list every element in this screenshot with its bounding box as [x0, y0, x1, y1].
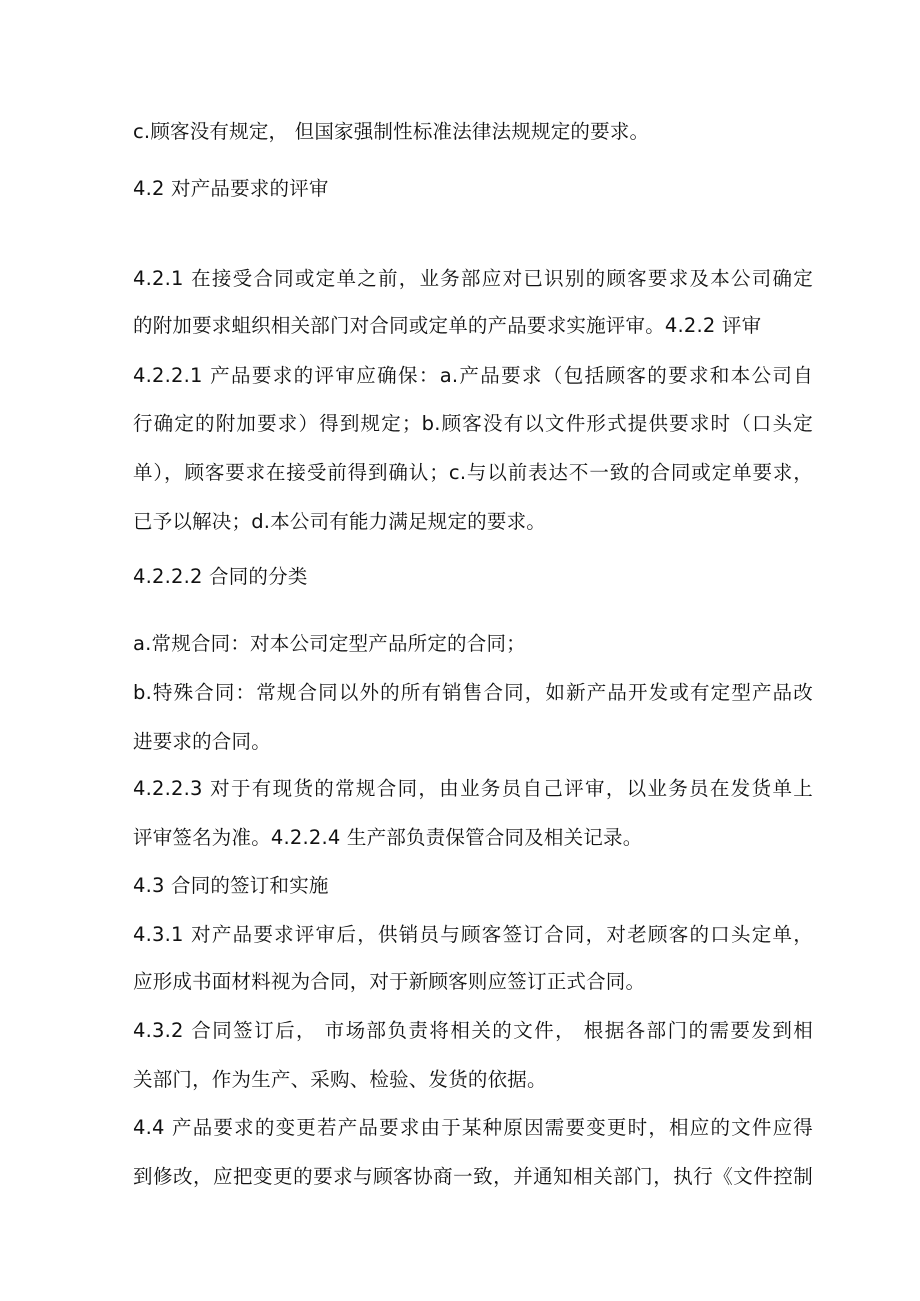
text-line-4-4-a: 4.4 产品要求的变更若产品要求由于某种原因需要变更时，相应的文件应得 — [133, 1116, 813, 1139]
heading-4-2-2-2: 4.2.2.2 合同的分类 — [133, 565, 308, 588]
text-line-4-2-2-3-b: 评审签名为准。4.2.2.4 生产部负责保管合同及相关记录。 — [133, 826, 643, 849]
text-line-regular-contract: a.常规合同：对本公司定型产品所定的合同； — [133, 632, 526, 655]
heading-4-3: 4.3 合同的签订和实施 — [133, 874, 329, 897]
text-line-4-2-2-3-a: 4.2.2.3 对于有现货的常规合同，由业务员自己评审，以业务员在发货单上 — [133, 777, 813, 800]
text-line-special-contract-b: 进要求的合同。 — [133, 730, 271, 753]
text-line-4-2-2-1-a: 4.2.2.1 产品要求的评审应确保：a.产品要求（包括顾客的要求和本公司自 — [133, 364, 813, 387]
text-line-4-2-2-1-c: 单），顾客要求在接受前得到确认；c.与以前表达不一致的合同或定单要求， — [133, 461, 813, 484]
heading-4-2: 4.2 对产品要求的评审 — [133, 177, 329, 200]
text-line-4-2-2-1-d: 已予以解决；d.本公司有能力满足规定的要求。 — [133, 510, 546, 533]
text-line-4-3-2-a: 4.3.2 合同签订后， 市场部负责将相关的文件， 根据各部门的需要发到相 — [133, 1019, 813, 1042]
text-line-4-2-2-1-b: 行确定的附加要求）得到规定；b.顾客没有以文件形式提供要求时（口头定 — [133, 412, 813, 435]
text-line-4-2-1-b: 的附加要求蛆织相关部门对合同或定单的产品要求实施评审。4.2.2 评审 — [133, 314, 762, 337]
text-line-4-3-2-b: 关部门，作为生产、采购、检验、发货的依据。 — [133, 1068, 547, 1091]
text-line-4-3-1-a: 4.3.1 对产品要求评审后，供销员与顾客签订合同，对老顾客的口头定单， — [133, 923, 813, 946]
text-line-4-4-b: 到修改，应把变更的要求与顾客协商一致，并通知相关部门，执行《文件控制 — [133, 1165, 813, 1188]
text-line-4-2-1-a: 4.2.1 在接受合同或定单之前，业务部应对已识别的顾客要求及本公司确定 — [133, 267, 813, 290]
text-line-special-contract-a: b.特殊合同：常规合同以外的所有销售合同，如新产品开发或有定型产品改 — [133, 681, 813, 704]
text-line-4-3-1-b: 应形成书面材料视为合同，对于新顾客则应签订正式合同。 — [133, 970, 646, 993]
text-line-item-c: c.顾客没有规定， 但国家强制性标准法律法规规定的要求。 — [133, 120, 650, 143]
